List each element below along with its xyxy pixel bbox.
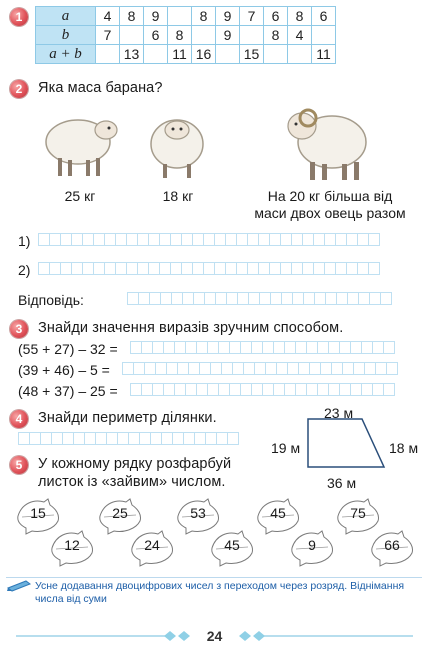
row-label-a: a <box>36 7 96 26</box>
cell: 8 <box>288 7 312 26</box>
ram-label-line1: На 20 кг більша від <box>267 188 393 204</box>
expression-2-grid[interactable] <box>122 362 397 375</box>
cell: 8 <box>168 26 192 45</box>
task-1-badge: 1 <box>10 8 28 26</box>
cell: 16 <box>192 45 216 64</box>
cell: 6 <box>312 7 336 26</box>
cell: 9 <box>144 7 168 26</box>
cell: 6 <box>144 26 168 45</box>
cell: 8 <box>192 7 216 26</box>
grid-cell[interactable] <box>368 262 380 275</box>
task-3-badge: 3 <box>10 320 28 338</box>
task-4-badge: 4 <box>10 410 28 428</box>
side-right-label: 18 м <box>389 440 419 456</box>
leaf-number: 75 <box>350 505 366 521</box>
cell[interactable] <box>168 7 192 26</box>
leaf-number: 25 <box>112 505 128 521</box>
ram-label-line2: маси двох овець разом <box>254 205 406 221</box>
expression-3-grid[interactable] <box>130 383 394 396</box>
leaf-number: 53 <box>190 505 206 521</box>
table-row-b <box>36 26 336 45</box>
cell: 9 <box>216 26 240 45</box>
side-bottom-label: 36 м <box>327 475 357 491</box>
sheep-2-label: 18 кг <box>162 188 194 204</box>
plot-shape <box>306 415 386 473</box>
answer-grid[interactable] <box>127 292 391 305</box>
cell: 7 <box>240 7 264 26</box>
sheep-1-label: 25 кг <box>64 188 96 204</box>
expression-1-grid[interactable] <box>130 341 394 354</box>
expression-1: (55 + 27) – 32 = <box>18 341 118 357</box>
row-label-sum: a + b <box>36 45 96 64</box>
task-2-title: Яка маса барана? <box>38 80 163 96</box>
grid-cell[interactable] <box>383 383 395 396</box>
solution-step-2-label: 2) <box>18 262 31 278</box>
task-3-title: Знайди значення виразів зручним способом. <box>38 320 344 336</box>
leaf-number: 66 <box>384 537 400 553</box>
a-b-table <box>35 6 336 64</box>
cell: 9 <box>216 7 240 26</box>
cell: 11 <box>312 45 336 64</box>
solution-step-1-grid[interactable] <box>38 233 379 246</box>
cell[interactable] <box>288 45 312 64</box>
cell[interactable] <box>312 26 336 45</box>
sheep-2-image <box>145 108 209 180</box>
footer-divider <box>6 577 422 578</box>
page-number: 24 <box>206 628 223 644</box>
task-4-title: Знайди периметр ділянки. <box>38 410 217 426</box>
expression-3: (48 + 37) – 25 = <box>18 383 118 399</box>
task-2-badge: 2 <box>10 80 28 98</box>
cell[interactable] <box>240 26 264 45</box>
cell: 15 <box>240 45 264 64</box>
task-5-title-line1: У кожному рядку розфарбуй <box>38 456 232 472</box>
cell: 8 <box>264 26 288 45</box>
solution-step-1-label: 1) <box>18 233 31 249</box>
grid-cell[interactable] <box>383 341 395 354</box>
cell: 4 <box>96 7 120 26</box>
table-row-a <box>36 7 336 26</box>
table-row-sum <box>36 45 336 64</box>
leaf-number: 15 <box>30 505 46 521</box>
cell[interactable] <box>216 45 240 64</box>
leaf-number: 45 <box>270 505 286 521</box>
cell: 4 <box>288 26 312 45</box>
cell: 11 <box>168 45 192 64</box>
cell: 8 <box>120 7 144 26</box>
side-left-label: 19 м <box>271 440 301 456</box>
row-label-b: b <box>36 26 96 45</box>
sheep-1-image <box>38 108 122 180</box>
leaf-number: 24 <box>144 537 160 553</box>
cell[interactable] <box>120 26 144 45</box>
grid-cell[interactable] <box>227 432 239 445</box>
task-5-badge: 5 <box>10 456 28 474</box>
perimeter-grid[interactable] <box>18 432 238 445</box>
grid-cell[interactable] <box>368 233 380 246</box>
ram-image <box>280 98 372 182</box>
grid-cell[interactable] <box>386 362 398 375</box>
answer-label: Відповідь: <box>18 292 84 308</box>
solution-step-2-grid[interactable] <box>38 262 379 275</box>
cell[interactable] <box>264 45 288 64</box>
leaf-number: 12 <box>64 537 80 553</box>
leaf-number: 9 <box>308 537 316 553</box>
grid-cell[interactable] <box>380 292 392 305</box>
cell[interactable] <box>144 45 168 64</box>
expression-2: (39 + 46) – 5 = <box>18 362 110 378</box>
leaf-number: 45 <box>224 537 240 553</box>
pencil-icon <box>6 578 32 592</box>
cell: 7 <box>96 26 120 45</box>
task-5-title-line2: листок із «зайвим» числом. <box>38 474 226 490</box>
footer-topic: Усне додавання двоцифрових чисел з переходом через розряд. Віднімання числа від суми <box>35 580 405 605</box>
cell[interactable] <box>192 26 216 45</box>
cell: 6 <box>264 7 288 26</box>
cell: 13 <box>120 45 144 64</box>
side-top-label: 23 м <box>324 405 354 421</box>
cell[interactable] <box>96 45 120 64</box>
